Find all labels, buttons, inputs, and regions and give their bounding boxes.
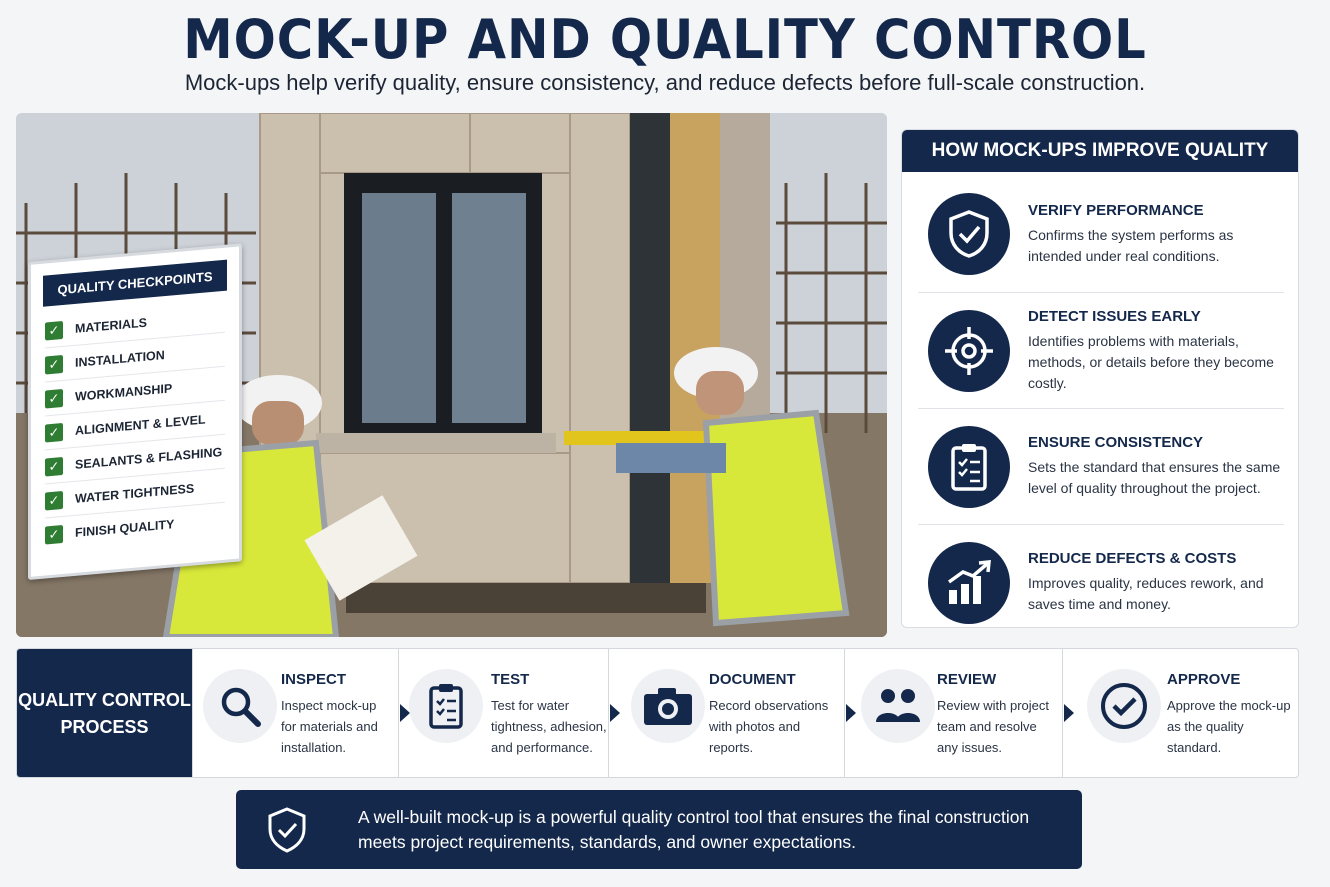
benefit-item — [918, 524, 1284, 628]
step-description: Record observations with photos and reports. — [709, 698, 829, 755]
shield-check-icon — [262, 805, 312, 855]
checkpoint-item: ✓ ALIGNMENT & LEVEL — [45, 401, 225, 451]
quality-benefits-panel — [901, 129, 1299, 628]
benefit-item — [918, 408, 1284, 524]
step-title: APPROVE — [1167, 671, 1241, 688]
benefit-title: VERIFY PERFORMANCE — [1028, 201, 1204, 219]
step-title: DOCUMENT — [709, 671, 796, 688]
checkmark-icon: ✓ — [45, 525, 63, 545]
page-subtitle: Mock-ups help verify quality, ensure consistency, and reduce defects before full-scale construction. — [184, 70, 1146, 95]
checkpoints-title: QUALITY CHECKPOINTS — [43, 260, 227, 307]
benefit-description: Confirms the system performs as intended under real conditions. — [1028, 226, 1234, 264]
page-title: MOCK-UP AND QUALITY CONTROL — [183, 8, 1147, 71]
clipboard-icon — [409, 669, 483, 743]
checkpoint-item: ✓ WORKMANSHIP — [45, 367, 225, 417]
benefit-title: REDUCE DEFECTS & COSTS — [1028, 550, 1237, 567]
shield-check-icon — [928, 193, 1010, 275]
benefit-title: DETECT ISSUES EARLY — [1028, 307, 1201, 325]
process-step-inspect — [192, 649, 398, 778]
step-title: INSPECT — [281, 671, 347, 688]
benefit-item — [918, 292, 1284, 408]
summary-text: A well-built mock-up is a powerful quality control tool that ensures the final construction meets project requirements, standards, and owner expectations. — [358, 806, 1030, 852]
checkpoint-item: ✓ INSTALLATION — [45, 333, 225, 383]
checkmark-icon: ✓ — [45, 490, 63, 510]
summary-banner — [236, 790, 1082, 869]
step-title: REVIEW — [937, 671, 997, 688]
benefit-description: Identifies problems with materials, methods, or details before they become costly. — [1028, 332, 1274, 391]
mockup-photo — [16, 113, 887, 637]
target-icon — [928, 310, 1010, 392]
growth-chart-icon — [928, 542, 1010, 624]
quality-checkpoints-board — [28, 243, 242, 580]
check-circle-icon — [1087, 669, 1161, 743]
step-description: Test for water tightness, adhesion, and performance. — [491, 698, 607, 755]
step-description: Approve the mock-up as the quality standard. — [1167, 698, 1291, 755]
checkmark-icon: ✓ — [45, 354, 63, 374]
process-step-document — [608, 649, 844, 778]
process-step-test — [398, 649, 608, 778]
magnifier-icon — [203, 669, 277, 743]
checkpoint-item: ✓ MATERIALS — [45, 299, 225, 349]
checkpoint-item: ✓ FINISH QUALITY — [45, 503, 225, 553]
clipboard-check-icon — [928, 426, 1010, 508]
benefit-description: Improves quality, reduces rework, and saves time and money. — [1028, 575, 1264, 612]
step-description: Review with project team and resolve any issues. — [937, 698, 1049, 755]
quality-control-process — [16, 648, 1299, 778]
process-step-review — [844, 649, 1062, 778]
benefit-description: Sets the standard that ensures the same level of quality throughout the project. — [1028, 459, 1281, 496]
step-title: TEST — [491, 671, 530, 688]
step-description: Inspect mock-up for materials and installation. — [281, 698, 378, 755]
process-step-approve — [1062, 649, 1299, 778]
process-label: QUALITY CONTROL PROCESS — [17, 649, 192, 778]
checkmark-icon: ✓ — [45, 320, 63, 340]
checkpoint-item: ✓ WATER TIGHTNESS — [45, 469, 225, 519]
checkmark-icon: ✓ — [45, 422, 63, 442]
checkmark-icon: ✓ — [45, 456, 63, 476]
benefit-item — [918, 176, 1284, 292]
panel-title: HOW MOCK-UPS IMPROVE QUALITY — [902, 130, 1298, 172]
checkmark-icon: ✓ — [45, 388, 63, 408]
camera-icon — [631, 669, 705, 743]
team-icon — [861, 669, 935, 743]
benefit-title: ENSURE CONSISTENCY — [1028, 434, 1204, 451]
checkpoint-item: ✓ SEALANTS & FLASHING — [45, 435, 225, 485]
